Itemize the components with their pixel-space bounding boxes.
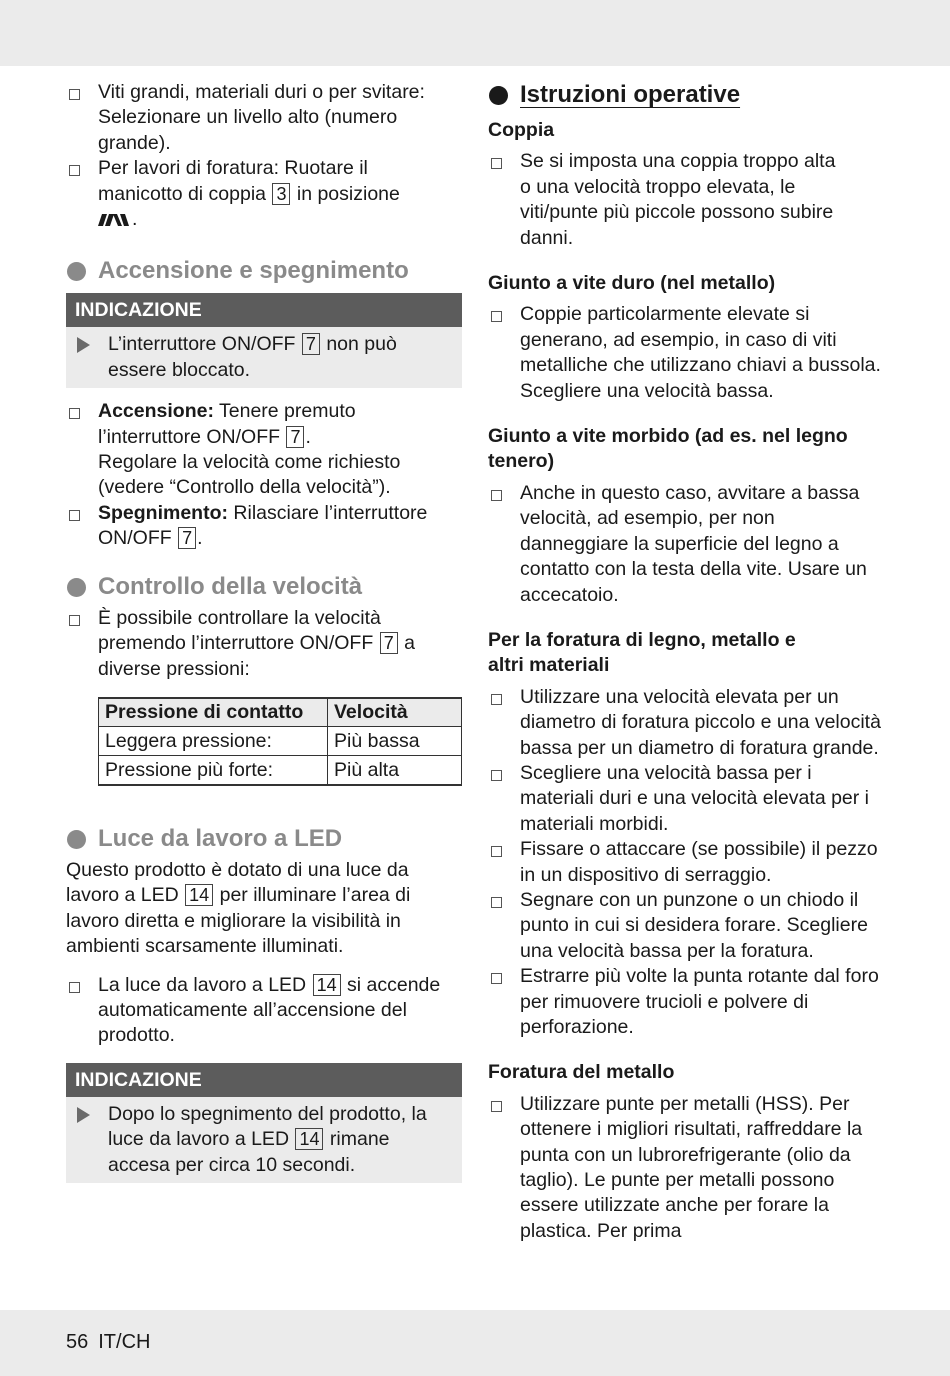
drill-mode-icon bbox=[98, 214, 132, 226]
table-row bbox=[99, 727, 462, 756]
speed-table bbox=[98, 697, 462, 786]
list-item: Estrarre più volte la punta rotante dal foro per rimuovere trucioli e polvere di perforazione. bbox=[488, 964, 888, 1040]
top-band bbox=[0, 0, 950, 66]
note-heading: INDICAZIONE bbox=[66, 1063, 462, 1097]
list-item: Accensione: Tenere premuto l’interruttore ON/OFF 7 . Regolare la velocità come richiesto (vedere “Controllo della velocità”). bbox=[66, 399, 462, 501]
list-item: Coppie particolarmente elevate si generano, ad esempio, in caso di viti metalliche che utilizzano chiavi a bussola. Scegliere una velocità bassa. bbox=[488, 302, 888, 404]
section-heading: Controllo della velocità bbox=[66, 572, 462, 602]
list-item: La luce da lavoro a LED 14 si accende automaticamente all’accensione del prodotto. bbox=[66, 973, 462, 1049]
list-item: È possibile controllare la velocità premendo l’interruttore ON/OFF 7 a diverse pressioni: bbox=[66, 606, 462, 682]
section-heading: Istruzioni operative bbox=[488, 80, 888, 110]
right-column bbox=[488, 80, 888, 1244]
list-item: Utilizzare una velocità elevata per un diametro di foratura piccolo e una velocità bassa per un diametro di foratura grande. bbox=[488, 685, 888, 761]
section-heading: Accensione e spegnimento bbox=[66, 256, 462, 286]
subsection-heading: Foratura del metallo bbox=[488, 1061, 675, 1084]
reference-number: 3 bbox=[272, 183, 290, 205]
table-cell: Pressione più forte: bbox=[99, 756, 328, 785]
language-code: IT/CH bbox=[98, 1331, 151, 1353]
subsection-heading: Giunto a vite duro (nel metallo) bbox=[488, 272, 776, 295]
table-header-cell: Velocità bbox=[328, 698, 462, 727]
section-heading: Luce da lavoro a LED bbox=[66, 824, 462, 854]
list-item: Anche in questo caso, avvitare a bassa velocità, ad esempio, per non danneggiare la superficie del legno a contatto con la testa della vite. Usare un accecatoio. bbox=[488, 481, 878, 608]
table-header-row bbox=[99, 698, 462, 727]
reference-number: 14 bbox=[295, 1128, 323, 1150]
note-text: Dopo lo spegnimento del prodotto, la luce da lavoro a LED 14 rimane accesa per circa 10 secondi. bbox=[66, 1097, 462, 1183]
list-item: Per lavori di foratura: Ruotare il manicotto di coppia 3 in posizione . bbox=[66, 156, 446, 232]
table-cell: Leggera pressione: bbox=[99, 727, 328, 756]
reference-number: 7 bbox=[178, 527, 196, 549]
list-item: Spegnimento: Rilasciare l’interruttore ON/OFF 7 . bbox=[66, 501, 462, 552]
note-box bbox=[66, 1063, 462, 1183]
left-column bbox=[66, 80, 462, 1183]
list-item: Segnare con un punzone o un chiodo il punto in cui si desidera forare. Scegliere una velocità bassa per la foratura. bbox=[488, 888, 888, 964]
list-item: Se si imposta una coppia troppo alta o una velocità troppo elevata, le viti/punte più piccole possono subire danni. bbox=[488, 149, 848, 251]
reference-number: 14 bbox=[185, 884, 213, 906]
list-item: Utilizzare punte per metalli (HSS). Per ottenere i migliori risultati, raffreddare la punta con un lubrorefrigerante (olio da taglio). Le punte per metalli possono essere utilizzate anche per forare la plastica. Per prima bbox=[488, 1092, 888, 1244]
subsection-heading: Giunto a vite morbido (ad es. nel legno tenero) bbox=[488, 425, 848, 473]
note-text: L’interruttore ON/OFF 7 non può essere bloccato. bbox=[66, 327, 462, 388]
list-item: Fissare o attaccare (se possibile) il pezzo in un dispositivo di serraggio. bbox=[488, 837, 888, 888]
list-item: Scegliere una velocità bassa per i materiali duri e una velocità elevata per i materiali morbidi. bbox=[488, 761, 888, 837]
table-row bbox=[99, 756, 462, 785]
table-cell: Più alta bbox=[328, 756, 462, 785]
note-heading: INDICAZIONE bbox=[66, 293, 462, 327]
reference-number: 7 bbox=[302, 333, 320, 355]
paragraph: Questo prodotto è dotato di una luce da lavoro a LED 14 per illuminare l’area di lavoro diretta e migliorare la visibilità in ambienti scarsamente illuminati. bbox=[66, 858, 411, 958]
subsection-heading: Coppia bbox=[488, 119, 555, 141]
page-number: 56 bbox=[66, 1331, 89, 1353]
reference-number: 7 bbox=[286, 426, 304, 448]
table-cell: Più bassa bbox=[328, 727, 462, 756]
subsection-heading: Per la foratura di legno, metallo e altri materiali bbox=[488, 628, 796, 677]
note-box bbox=[66, 293, 462, 388]
reference-number: 7 bbox=[380, 632, 398, 654]
list-item: Viti grandi, materiali duri o per svitare: Selezionare un livello alto (numero grande). bbox=[66, 80, 456, 156]
table-header-cell: Pressione di contatto bbox=[99, 698, 328, 727]
page-footer bbox=[66, 1331, 160, 1354]
reference-number: 14 bbox=[313, 974, 341, 996]
